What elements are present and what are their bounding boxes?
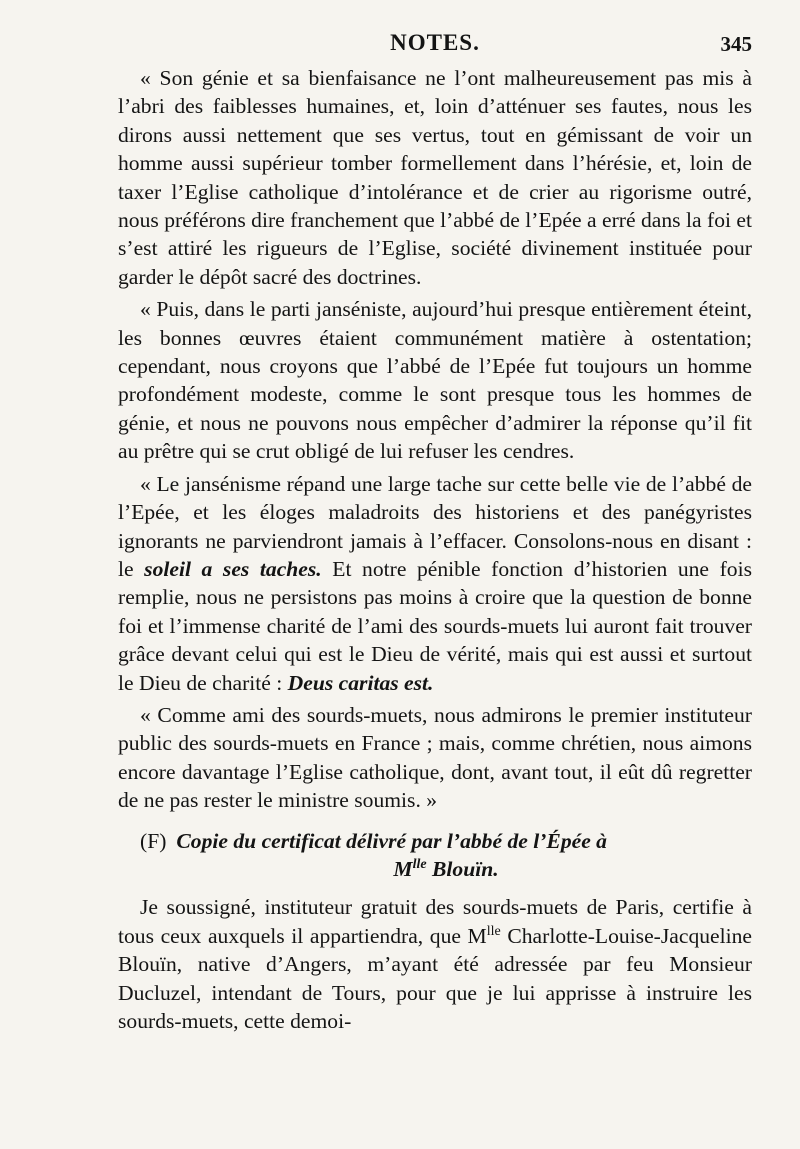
certificate-paragraph [118, 893, 752, 1035]
paragraph-3-motto: Deus caritas est. [287, 670, 434, 695]
running-head [118, 30, 752, 64]
page-number: 345 [720, 32, 752, 56]
paragraph-3 [118, 470, 752, 697]
note-f-caption-name: Blouïn. [426, 856, 499, 881]
paragraph-3-emphasis: soleil a ses taches. [144, 556, 322, 581]
note-f-heading [118, 827, 752, 884]
certificate-sup: lle [486, 923, 501, 939]
certificate-text-b: Charlotte-Louise-Jacqueline Blouïn, native d’Angers, m’ayant été adressée par feu Monsieur Ducluzel, intendant de Tours, pour que je lui apprisse à instruire les sourds-muets, cette demoi- [118, 923, 752, 1033]
paragraph-2: « Puis, dans le parti janséniste, aujourd’hui presque entièrement éteint, les bonnes œuvres étaient communément matière à ostentation; cependant, nous croyons que l’abbé de l’Epée fut toujours un homme profondément modeste, comme le sont presque tous les hommes de génie, et nous ne pouvons nous empêcher d’admirer la réponse qu’il fit au prêtre qui se crut obligé de lui refuser les cendres. [118, 297, 752, 464]
note-f-label: (F) [140, 828, 167, 853]
paragraph-3-text-b: Et notre pénible fonction d’historien une fois remplie, nous ne persistons pas moins à croire que la question de bonne foi et l’immense charité de l’ami des sourds-muets lui auront fait trouver grâce devant celui qui est le Dieu de vérité, mais qui est aussi et surtout le Dieu de charité : [118, 556, 752, 695]
note-f-caption-line2 [140, 855, 752, 883]
certificate-text-a: Je soussigné, instituteur gratuit des sourds-muets de Paris, certifie à tous ceux auxquels il appartiendra, que M [118, 895, 752, 948]
note-f-caption-sup: lle [412, 856, 427, 872]
paragraph-3-text-a: « Le jansénisme répand une large tache sur cette belle vie de l’abbé de l’Epée, et les éloges maladroits des historiens et des panégyristes ignorants ne parviendront jamais à l’effacer. Consolons-nous en disant : le [118, 471, 752, 581]
notes-body [118, 64, 752, 1035]
note-f-caption-prefix: M [393, 856, 413, 881]
note-f-caption-line1: Copie du certificat délivré par l’abbé de l’Épée à [176, 828, 607, 853]
paragraph-4: « Comme ami des sourds-muets, nous admirons le premier instituteur public des sourds-muets en France ; mais, comme chrétien, nous aimons encore davantage l’Eglise catholique, dont, avant tout, il eût dû regretter de ne pas rester le ministre soumis. » [118, 702, 752, 813]
paragraph-1: « Son génie et sa bienfaisance ne l’ont malheureusement pas mis à l’abri des faiblesses humaines, et, loin d’atténuer ses fautes, nous les dirons aussi nettement que ses vertus, tout en gémissant de voir un homme aussi supérieur tomber formellement dans l’hérésie, et, loin de taxer l’Eglise catholique d’intolérance et de crier au rigorisme outré, nous préférons dire franchement que l’abbé de l’Epée a erré dans la foi et s’est attiré les rigueurs de l’Eglise, société divinement instituée pour garder le dépôt sacré des doctrines. [118, 66, 752, 289]
running-title: NOTES. [390, 30, 480, 55]
